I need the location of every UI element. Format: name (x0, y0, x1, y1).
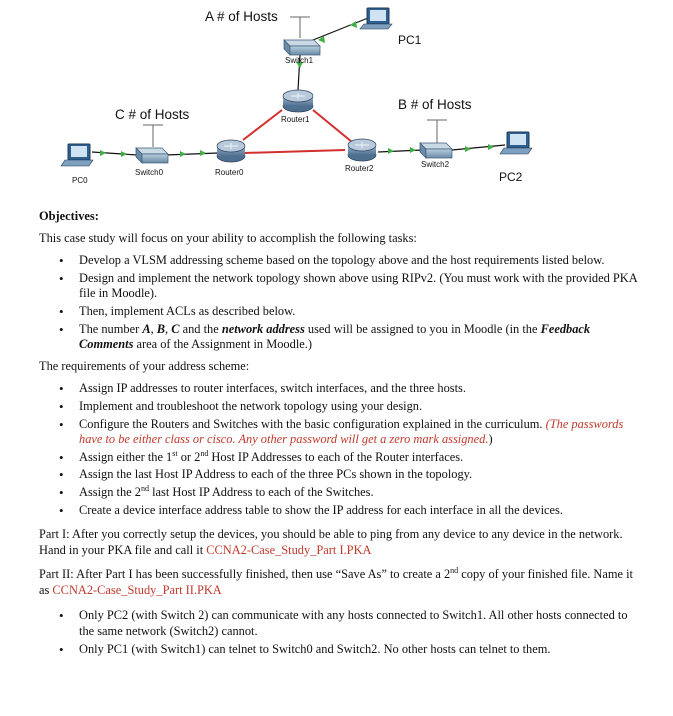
label-switch1: Switch1 (285, 56, 314, 65)
text: used will be assigned to you in Moodle (in the (304, 321, 541, 336)
requirements-list (39, 381, 639, 518)
text: ) (488, 432, 493, 447)
network-topology-diagram (0, 0, 673, 200)
list-item: • Only PC2 (with Switch 2) can communicate with any hosts connected to Switch1. All other hosts connected to the same network (Switch2) cannot. (79, 608, 639, 639)
superscript: nd (450, 566, 459, 576)
text: Assign either the 1 (79, 449, 173, 464)
text: Part II: After Part I has been successfully finished, then use “Save As” to create a 2 (39, 567, 451, 582)
label-pc0: PC0 (72, 176, 88, 185)
list-item (79, 485, 639, 501)
text: Assign the 2 (79, 484, 141, 499)
switch0-icon[interactable] (136, 148, 168, 163)
text: Configure the Routers and Switches with the basic configuration explained in the curriculum. (79, 416, 546, 431)
part-one-filename: CCNA2-Case_Study_Part I.PKA (206, 542, 372, 557)
list-item: • Develop a VLSM addressing scheme based on the topology above and the host requirements listed below. (79, 253, 639, 269)
superscript: nd (140, 483, 149, 493)
text: last Host IP Address to each of the Switches. (148, 484, 374, 499)
link-router0-router2 (244, 150, 345, 153)
feedback-comments-term: Feedback Comments (79, 321, 591, 352)
label-router1: Router1 (281, 115, 310, 124)
label-switch2: Switch2 (421, 160, 450, 169)
text: area of the Assignment in Moodle.) (133, 337, 312, 352)
text: , (165, 321, 172, 336)
label-switch0: Switch0 (135, 168, 164, 177)
list-item: • Then, implement ACLs as described below. (79, 304, 639, 320)
part-two-paragraph (39, 567, 639, 598)
text: , (150, 321, 157, 336)
part-two-filename: CCNA2-Case_Study_Part II.PKA (52, 582, 222, 597)
link-switch1-pc1 (308, 18, 368, 42)
list-item: • Assign the last Host IP Address to each of the three PCs shown in the topology. (79, 467, 639, 483)
superscript: st (172, 448, 178, 458)
list-item: • Implement and troubleshoot the network topology using your design. (79, 399, 639, 415)
link-router1-router2 (313, 110, 352, 142)
list-item (79, 450, 639, 466)
var-a: A (142, 321, 151, 336)
link-pc0-switch0 (92, 152, 137, 155)
pc1-icon[interactable] (360, 8, 392, 29)
switch1-icon[interactable] (284, 40, 320, 55)
acl-requirements-list (39, 608, 639, 657)
label-b-hosts: B # of Hosts (398, 97, 472, 112)
list-item: • Assign IP addresses to router interfaces, switch interfaces, and the three hosts. (79, 381, 639, 397)
label-pc2: PC2 (499, 170, 523, 184)
label-pc1: PC1 (398, 33, 422, 47)
list-item: • Create a device interface address table to show the IP address for each interface in all the devices. (79, 503, 639, 519)
requirements-heading: The requirements of your address scheme: (39, 358, 250, 373)
link-switch2-pc2 (452, 145, 505, 150)
superscript: nd (200, 448, 209, 458)
label-c-hosts: C # of Hosts (115, 107, 190, 122)
network-address-term: network address (221, 321, 305, 336)
router0-icon[interactable] (217, 140, 245, 162)
objectives-list (39, 253, 639, 353)
list-item (79, 322, 639, 353)
text: The number (79, 321, 143, 336)
list-item: • Design and implement the network topology shown above using RIPv2. (You must work with the provided PKA file in Moodle). (79, 271, 639, 302)
pc2-icon[interactable] (500, 132, 532, 154)
label-router0: Router0 (215, 168, 244, 177)
text: Host IP Addresses to each of the Router interfaces. (208, 449, 464, 464)
link-router0-router1 (243, 110, 282, 140)
var-c: C (171, 321, 180, 336)
ethernet-links (92, 18, 505, 155)
label-a-hosts: A # of Hosts (205, 9, 278, 24)
objectives-intro: This case study will focus on your ability to accomplish the following tasks: (39, 230, 417, 245)
text: and the (179, 321, 222, 336)
assignment-text (39, 205, 639, 659)
link-switch0-router0 (166, 153, 218, 155)
password-warning: (The passwords have to be either class or cisco. Any other password will get a zero mark assigned. (79, 416, 624, 447)
list-item (79, 417, 639, 448)
switch2-icon[interactable] (420, 143, 452, 158)
objectives-heading: Objectives: (39, 209, 99, 223)
label-router2: Router2 (345, 164, 374, 173)
list-item: • Only PC1 (with Switch1) can telnet to Switch0 and Switch2. No other hosts can telnet to them. (79, 642, 639, 658)
part-one-paragraph (39, 527, 639, 558)
text: copy of your finished file. Name it as (39, 567, 633, 597)
text: or 2 (177, 449, 201, 464)
pc0-icon[interactable] (61, 144, 93, 166)
router1-icon[interactable] (283, 90, 313, 112)
router2-icon[interactable] (348, 139, 376, 161)
text: Part I: After you correctly setup the devices, you should be able to ping from any device to any device in the network. Hand in your PKA file and call it (39, 527, 623, 557)
var-b: B (156, 321, 166, 336)
